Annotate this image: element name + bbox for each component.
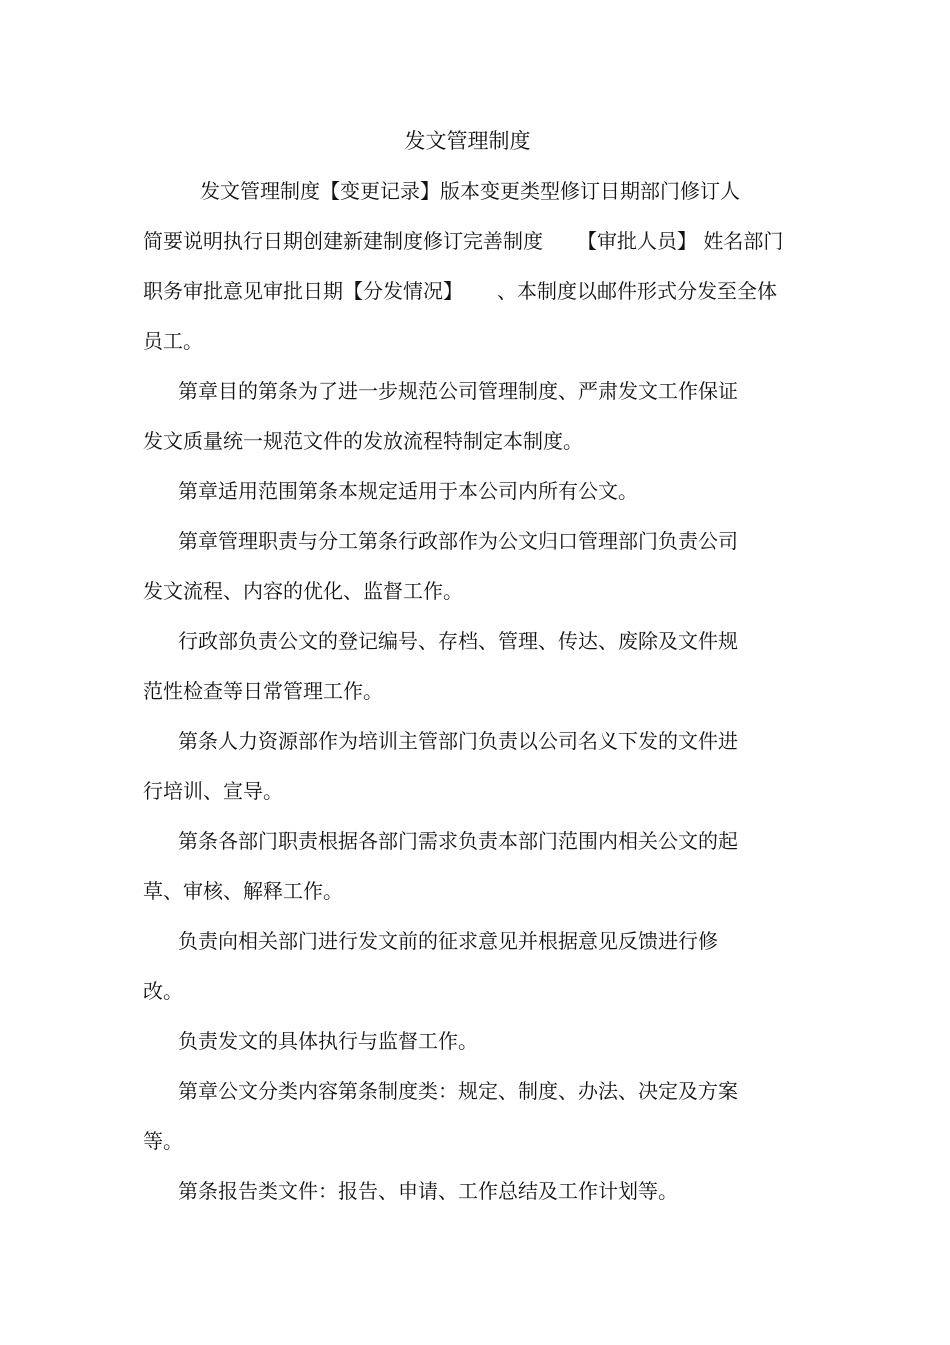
text-segment: 简要说明执行日期创建新建制度修订完善制度: [143, 229, 543, 253]
text-segment: 、本制度以邮件形式分发至全体: [497, 279, 777, 303]
text-line-1: 发文管理制度【变更记录】版本变更类型修订日期部门修订人: [200, 179, 740, 203]
text-line-6: 发文质量统一规范文件的发放流程特制定本制度。: [143, 429, 583, 453]
text-line-16: 负责向相关部门进行发文前的征求意见并根据意见反馈进行修: [178, 929, 718, 953]
text-line-2: [143, 226, 783, 256]
text-line-4: 员工。: [143, 329, 203, 353]
text-line-14: 第条各部门职责根据各部门需求负责本部门范围内相关公文的起: [178, 829, 738, 853]
text-line-13: 行培训、宣导。: [143, 779, 283, 803]
text-line-5: 第章目的第条为了进一步规范公司管理制度、严肃发文工作保证: [178, 379, 738, 403]
text-line-3: [143, 276, 777, 306]
text-line-7: 第章适用范围第条本规定适用于本公司内所有公文。: [178, 479, 638, 503]
text-line-18: 负责发文的具体执行与监督工作。: [178, 1029, 478, 1053]
text-line-19: 第章公文分类内容第条制度类：规定、制度、办法、决定及方案: [178, 1079, 738, 1103]
text-segment: 【审批人员】 姓名部门: [577, 229, 784, 253]
text-line-9: 发文流程、内容的优化、监督工作。: [143, 579, 463, 603]
text-line-17: 改。: [143, 979, 183, 1003]
text-line-12: 第条人力资源部作为培训主管部门负责以公司名义下发的文件进: [178, 729, 738, 753]
text-line-11: 范性检查等日常管理工作。: [143, 679, 383, 703]
text-line-15: 草、审核、解释工作。: [143, 879, 343, 903]
document-title: 发文管理制度: [404, 129, 531, 153]
text-segment: 职务审批意见审批日期【分发情况】: [143, 279, 463, 303]
text-line-20: 等。: [143, 1129, 183, 1153]
text-line-21: 第条报告类文件：报告、申请、工作总结及工作计划等。: [178, 1179, 678, 1203]
text-line-10: 行政部负责公文的登记编号、存档、管理、传达、废除及文件规: [178, 629, 738, 653]
text-line-8: 第章管理职责与分工第条行政部作为公文归口管理部门负责公司: [178, 529, 738, 553]
